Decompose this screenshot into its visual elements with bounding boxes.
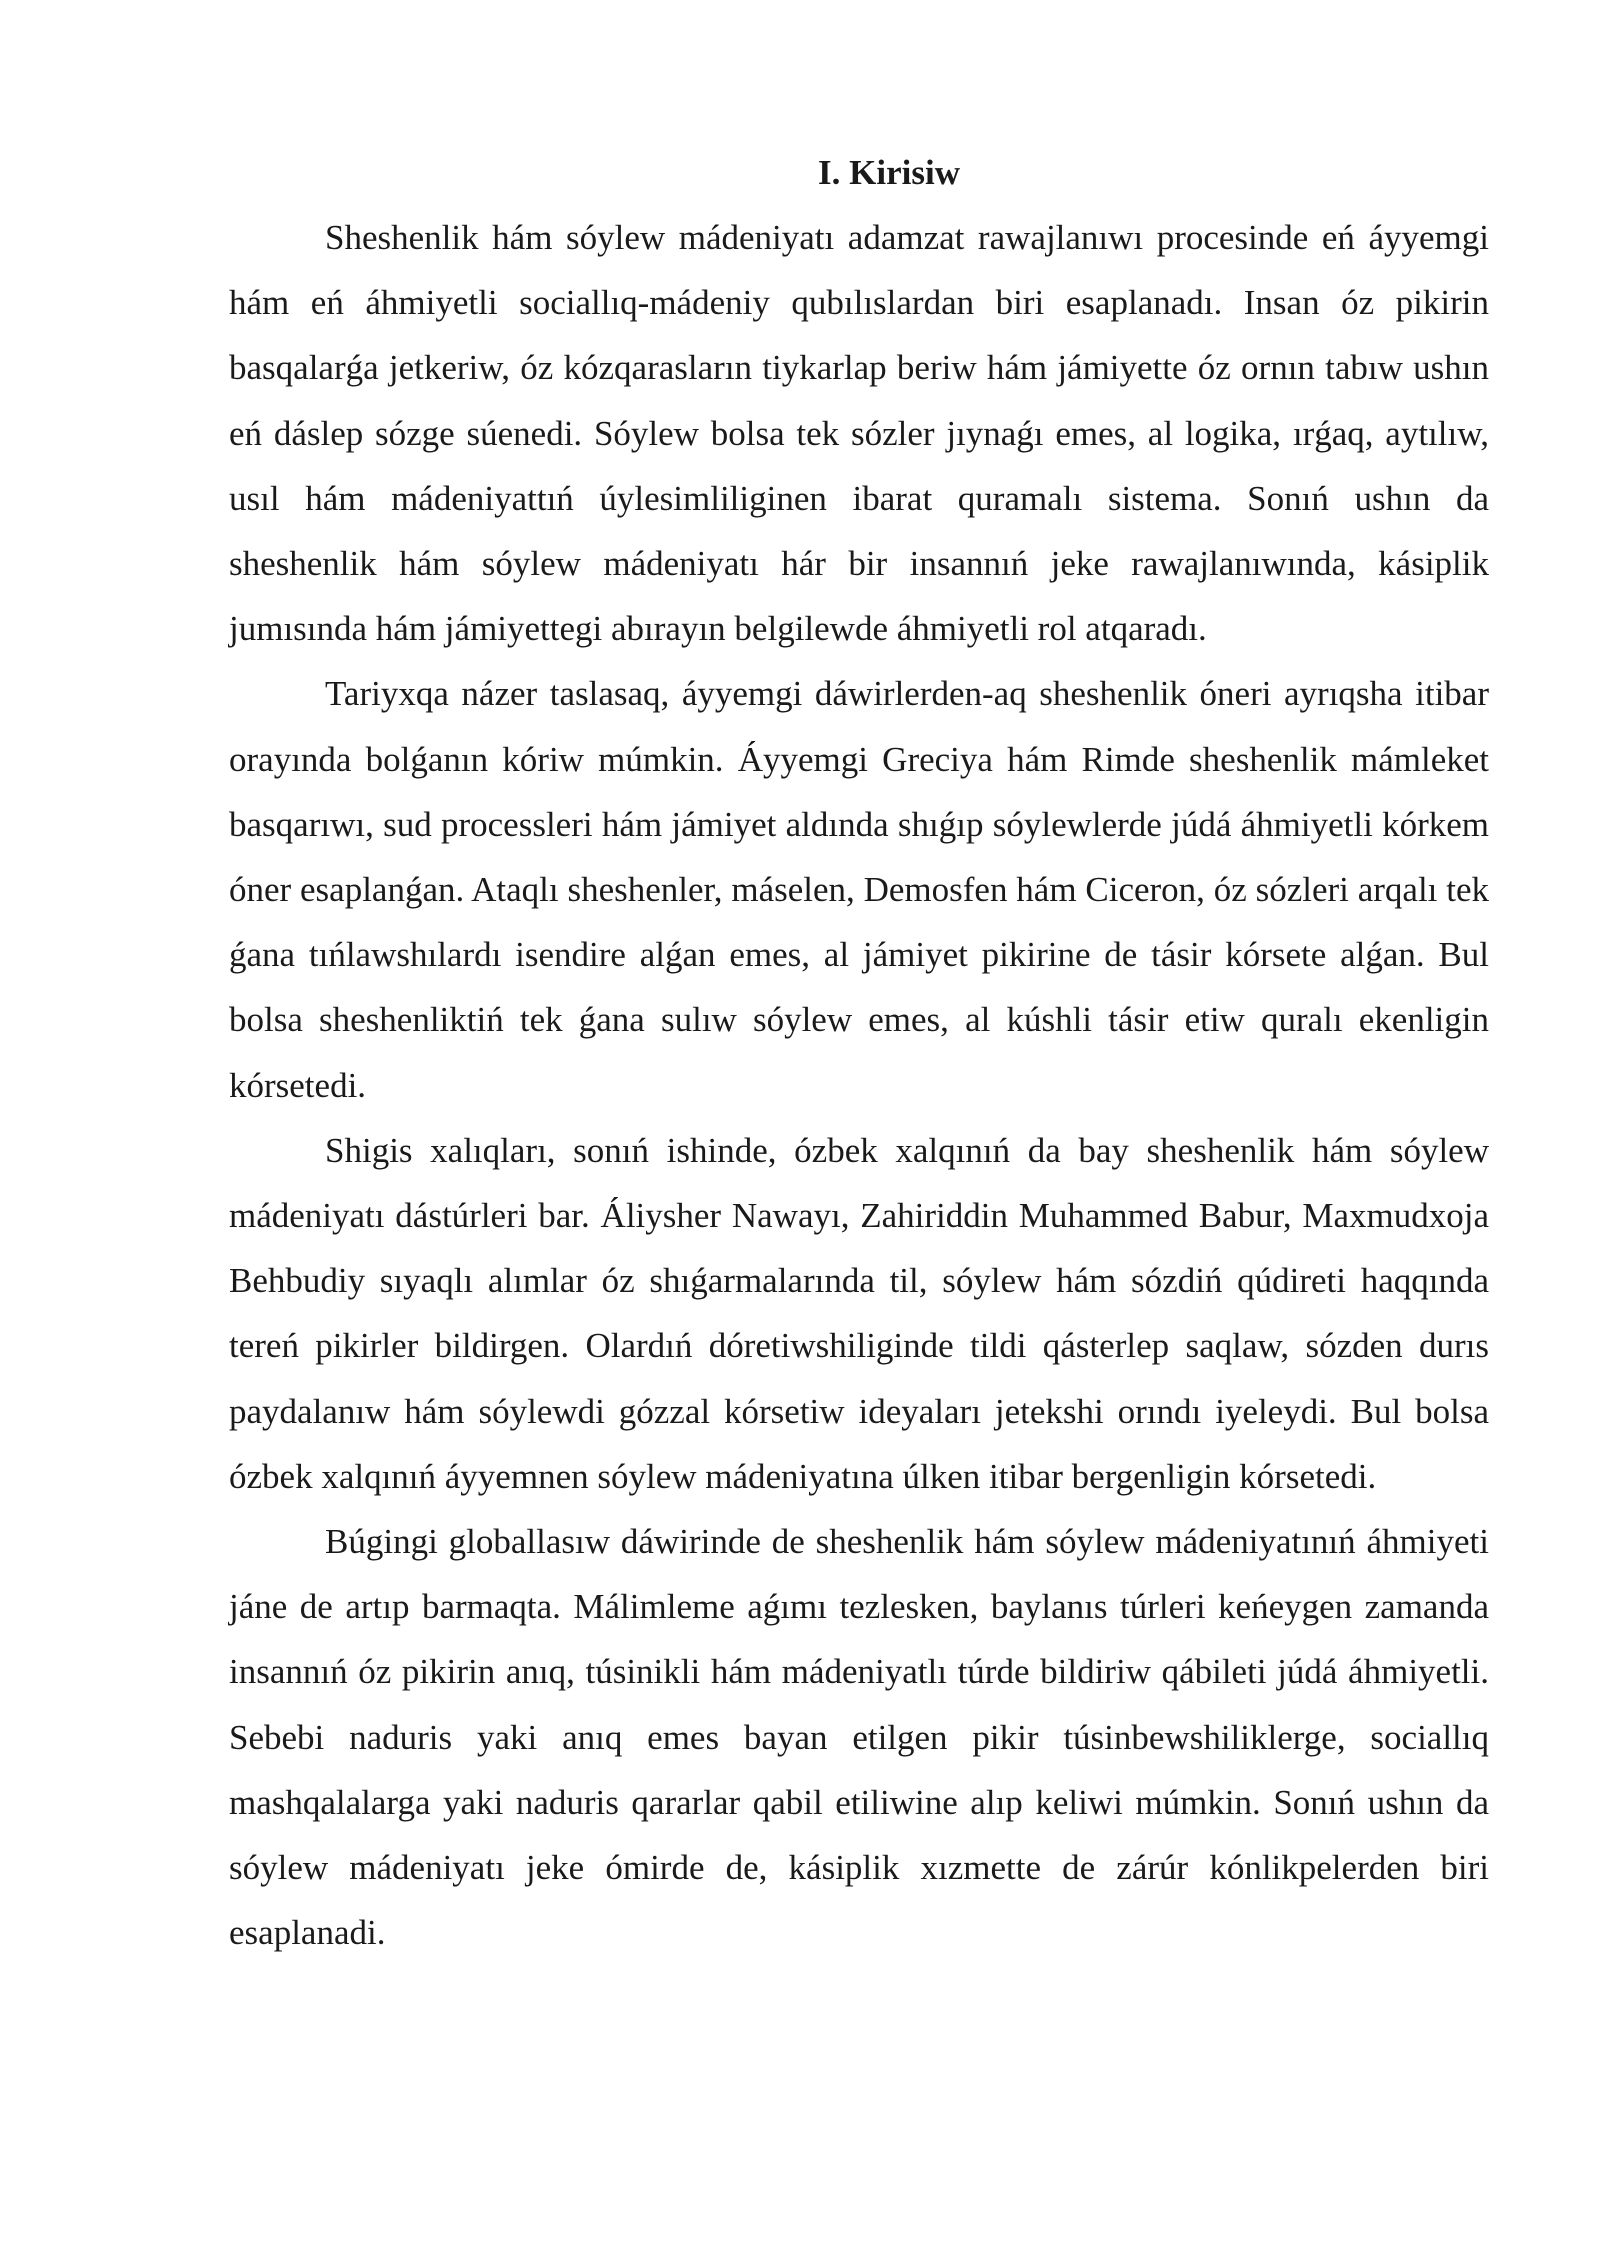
paragraph-4: Búgingi globallasıw dáwirinde de sheshenlik hám sóylew mádeniyatınıń áhmiyeti jáne de artıp barmaqta. Málimleme aǵımı tezlesken, baylanıs túrleri keńeygen zamanda insannıń óz pikirin anıq, túsinikli hám mádeniyatlı túrde bildiriw qábileti júdá áhmiyetli. Sebebi naduris yaki anıq emes bayan etilgen pikir túsinbewshiliklerge, sociallıq mashqalalarga yaki naduris qararlar qabil etiliwine alıp keliwi múmkin. Sonıń ushın da sóylew mádeniyatı jeke ómirde de, kásiplik xızmette de zárúr kónlikpelerden biri esaplanadi. (229, 1522, 1489, 1953)
paragraph-3: Shigis xalıqları, sonıń ishinde, ózbek xalqınıń da bay sheshenlik hám sóylew mádeniyatı dástúrleri bar. Áliysher Nawayı, Zahiriddin Muhammed Babur, Maxmudxoja Behbudiy sıyaqlı alımlar óz shıǵarmalarında til, sóylew hám sózdiń qúdireti haqqında tereń pikirler bildirgen. Olardıń dóretiwshiliginde tildi qásterlep saqlaw, sózden durıs paydalanıw hám sóylewdi gózzal kórsetiw ideyaları jetekshi orındı iyeleydi. Bul bolsa ózbek xalqınıń áyyemnen sóylew mádeniyatına úlken itibar bergenligin kórsetedi. (229, 1130, 1489, 1496)
section-heading: I. Kirisiw (818, 153, 960, 192)
paragraph-2: Tariyxqa názer taslasaq, áyyemgi dáwirlerden-aq sheshenlik óneri ayrıqsha itibar orayında bolǵanın kóriw múmkin. Áyyemgi Greciya hám Rimde sheshenlik mámleket basqarıwı, sud processleri hám jámiyet aldında shıǵıp sóylewlerde júdá áhmiyetli kórkem óner esaplanǵan. Ataqlı sheshenler, máselen, Demosfen hám Ciceron, óz sózleri arqalı tek ǵana tıńlawshılardı isendire alǵan emes, al jámiyet pikirine de tásir kórsete alǵan. Bul bolsa sheshenliktiń tek ǵana sulıw sóylew emes, al kúshli tásir etiw quralı ekenligin kórsetedi. (229, 674, 1489, 1105)
paragraph-1: Sheshenlik hám sóylew mádeniyatı adamzat rawajlanıwı procesinde eń áyyemgi hám eń áhmiyetli sociallıq-mádeniy qubılıslardan biri esaplanadı. Insan óz pikirin basqalarǵa jetkeriw, óz kózqarasların tiykarlap beriw hám jámiyette óz ornın tabıw ushın eń dáslep sózge súenedi. Sóylew bolsa tek sózler jıynaǵı emes, al logika, ırǵaq, aytılıw, usıl hám mádeniyattıń úylesimliliginen ibarat quramalı sistema. Sonıń ushın da sheshenlik hám sóylew mádeniyatı hár bir insannıń jeke rawajlanıwında, kásiplik jumısında hám jámiyettegi abırayın belgilewde áhmiyetli rol atqaradı. (229, 218, 1489, 649)
document-body (229, 140, 1489, 1965)
